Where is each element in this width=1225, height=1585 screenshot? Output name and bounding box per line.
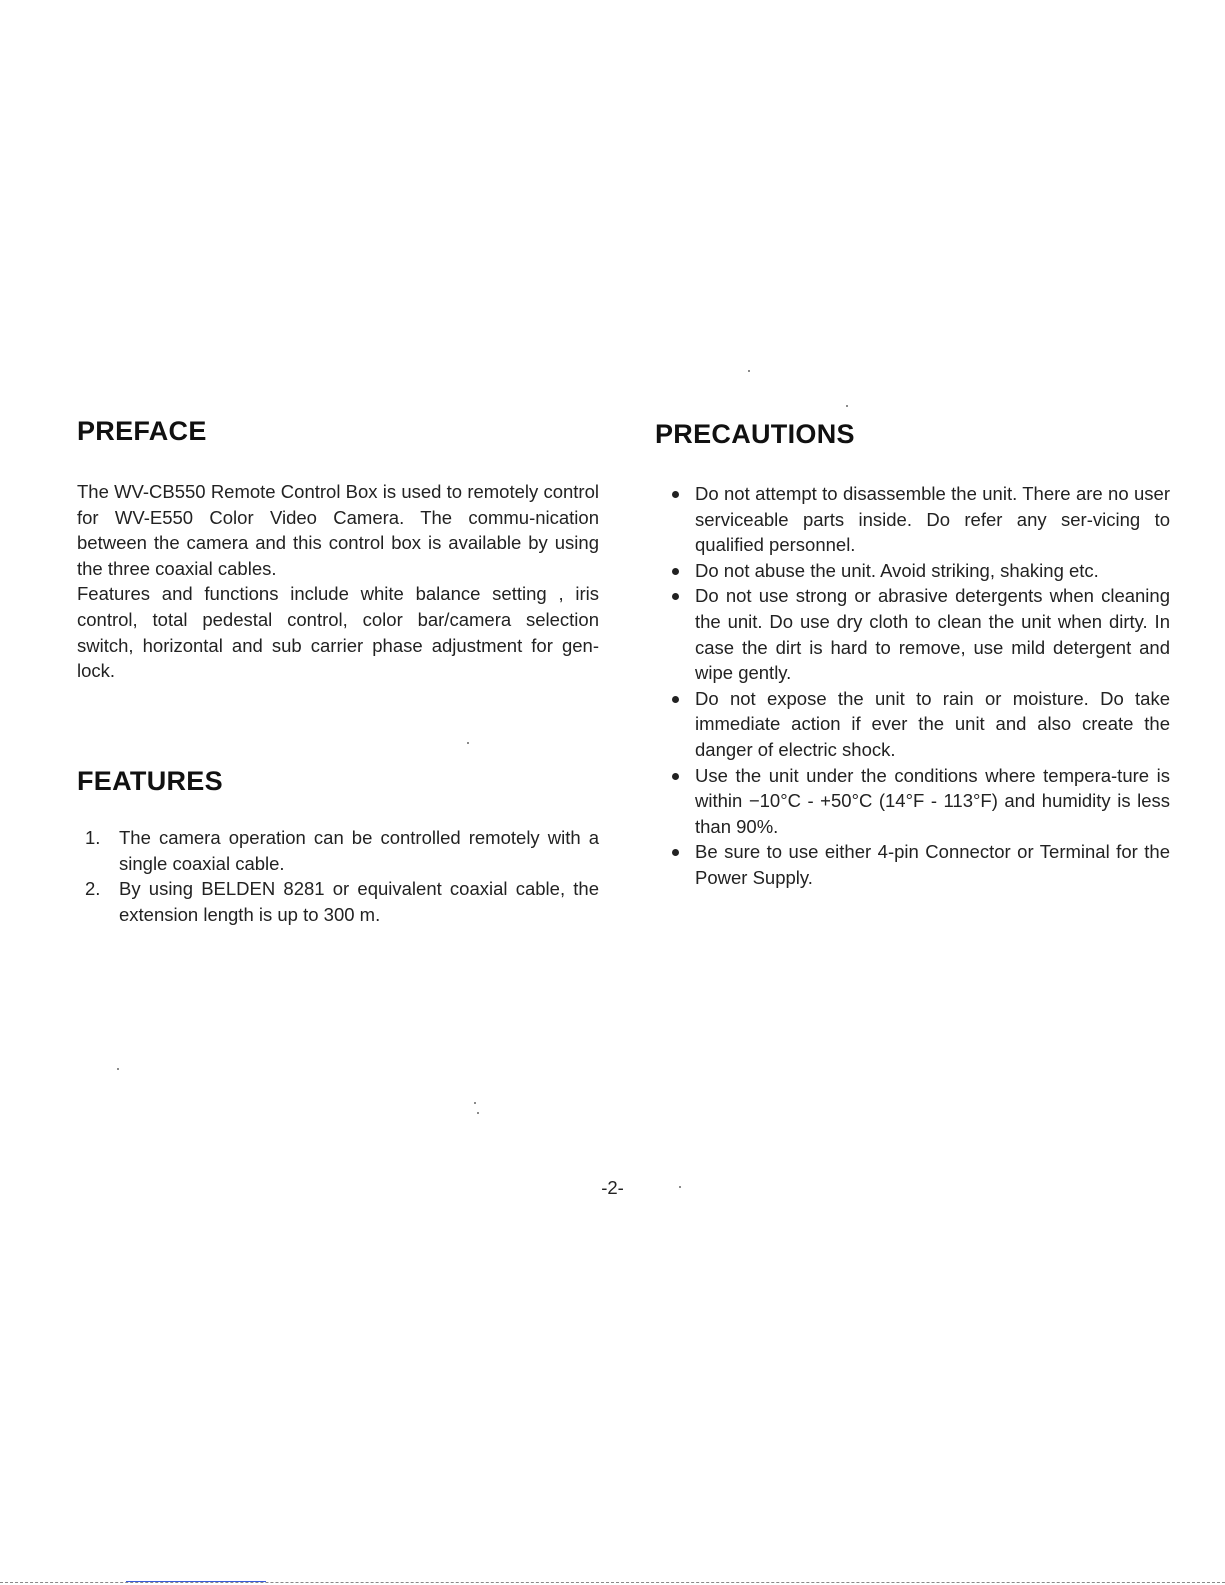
feature-number: 2. [85, 878, 101, 900]
scan-speck [477, 1112, 479, 1114]
preface-paragraph: The WV-CB550 Remote Control Box is used to remotely control for WV-E550 Color Video Camera. The commu-nication between the camera and this control box is available by using the three coaxial cables. [77, 481, 599, 579]
scan-speck [679, 1186, 681, 1188]
features-list [77, 825, 599, 927]
precaution-item [655, 763, 1170, 840]
left-column [77, 410, 599, 925]
feature-item [77, 825, 599, 876]
precaution-item [655, 558, 1170, 584]
precaution-text: Do not attempt to disassemble the unit. There are no user serviceable parts inside. Do refer any ser-vicing to qualified personnel. [695, 483, 1170, 556]
precaution-item [655, 583, 1170, 685]
scan-speck [117, 1068, 119, 1070]
precautions-heading: PRECAUTIONS [655, 419, 855, 449]
precaution-item [655, 839, 1170, 890]
page-number: -2- [601, 1177, 624, 1198]
precaution-text: Do not abuse the unit. Avoid striking, shaking etc. [695, 559, 1099, 581]
feature-number: 1. [85, 827, 101, 848]
right-column [655, 410, 1170, 891]
bullet-icon [672, 696, 679, 703]
preface-paragraph: Features and functions include white balance setting , iris control, total pedestal control, color bar/camera selection switch, horizontal and sub carrier phase adjustment for gen-lock. [77, 583, 599, 682]
precautions-list [655, 481, 1170, 891]
precaution-text: Do not use strong or abrasive detergents when cleaning the unit. Do use dry cloth to clean the unit when dirty. In case the dirt is hard to remove, use mild detergent and wipe gently. [695, 585, 1170, 684]
precaution-text: Do not expose the unit to rain or moisture. Do take immediate action if ever the unit and also create the danger of electric shock. [695, 687, 1170, 760]
precaution-text: Be sure to use either 4-pin Connector or Terminal for the Power Supply. [695, 841, 1170, 888]
precaution-text: Use the unit under the conditions where tempera-ture is within −10°C - +50°C (14°F - 113°F) and humidity is less than 90%. [695, 764, 1170, 837]
bullet-icon [672, 568, 679, 575]
scan-speck [846, 405, 848, 407]
feature-text: By using BELDEN 8281 or equivalent coaxial cable, the extension length is up to 300 m. [119, 878, 599, 925]
bullet-icon [672, 593, 679, 600]
bottom-divider [0, 1582, 1225, 1583]
precaution-item [655, 481, 1170, 558]
feature-item [77, 876, 599, 927]
bullet-icon [672, 849, 679, 856]
scan-speck [474, 1102, 476, 1104]
scan-speck [467, 742, 469, 744]
preface-heading: PREFACE [77, 416, 207, 446]
bullet-icon [672, 491, 679, 498]
bullet-icon [672, 773, 679, 780]
scan-speck [748, 370, 750, 372]
precaution-item [655, 686, 1170, 763]
features-heading: FEATURES [77, 766, 223, 796]
preface-body [77, 479, 599, 684]
bottom-accent-line [126, 1581, 266, 1582]
feature-text: The camera operation can be controlled remotely with a single coaxial cable. [119, 827, 599, 874]
